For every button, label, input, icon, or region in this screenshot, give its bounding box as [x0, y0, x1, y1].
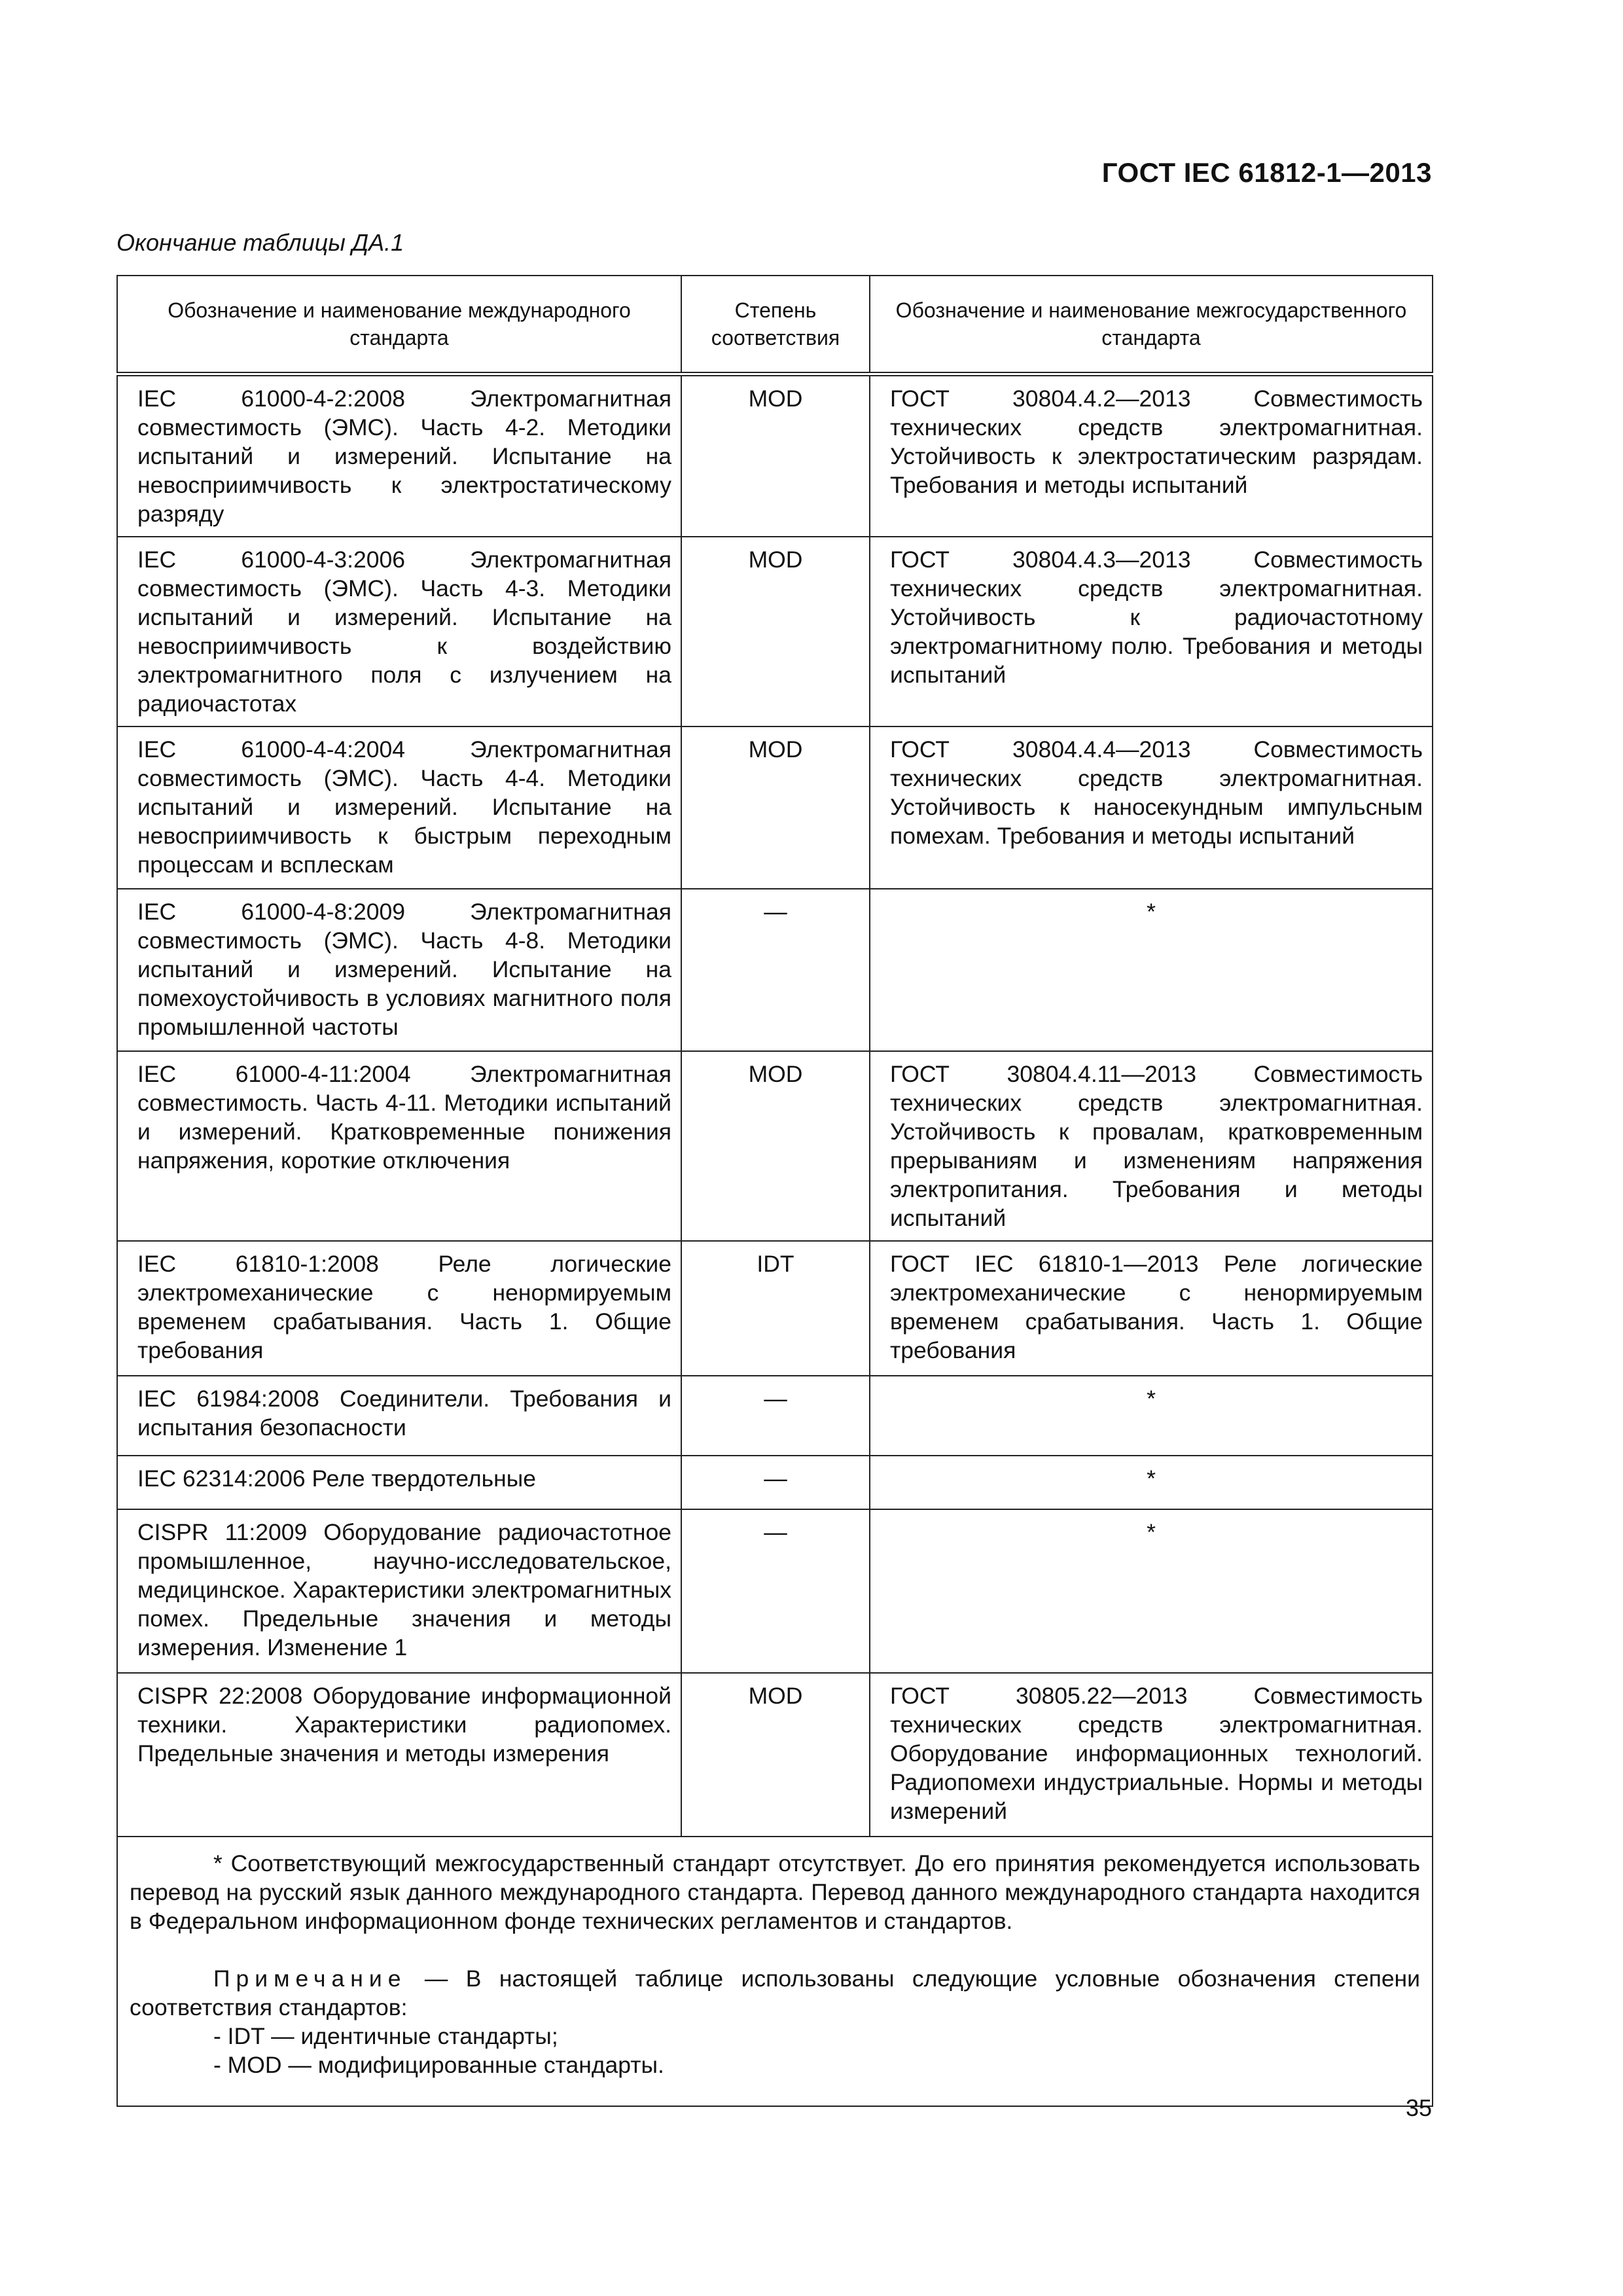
- degree-cell: —: [681, 1376, 870, 1456]
- degree-cell: MOD: [681, 374, 870, 537]
- interstate-standard-cell: *: [870, 1509, 1433, 1673]
- interstate-standard-cell: ГОСТ 30804.4.3—2013 Совместимость технических средств электромагнитная. Устойчивость к радиочастотному электромагнитному полю. Требования и методы испытаний: [870, 537, 1433, 726]
- interstate-standard-cell: ГОСТ 30804.4.2—2013 Совместимость технических средств электромагнитная. Устойчивость к электростатическим разрядам. Требования и методы испытаний: [870, 374, 1433, 537]
- notes-row: [117, 1837, 1433, 2106]
- degree-cell: —: [681, 889, 870, 1051]
- notes-cell: [117, 1837, 1433, 2106]
- interstate-standard-cell: ГОСТ 30805.22—2013 Совместимость технических средств электромагнитная. Оборудование информационных технологий. Радиопомехи индустриальные. Нормы и методы измерений: [870, 1673, 1433, 1837]
- table-row: [117, 1673, 1433, 1837]
- table-row: [117, 374, 1433, 537]
- note-label: Примечание: [213, 1965, 407, 1992]
- note-item: - MOD — модифицированные стандарты.: [213, 2052, 664, 2078]
- standards-table: [116, 275, 1433, 2107]
- table-row: [117, 1051, 1433, 1241]
- footnote: * Соответствующий межгосударственный стандарт отсутствует. До его принятия рекомендуется использовать перевод на русский язык данного международного стандарта. Перевод данного международного стандарта находится в Федеральном информационном фонде технических регламентов и стандартов.: [130, 1850, 1420, 1934]
- degree-cell: MOD: [681, 1051, 870, 1241]
- degree-cell: MOD: [681, 537, 870, 726]
- column-header-interstate: Обозначение и наименование межгосударственного стандарта: [870, 276, 1433, 374]
- table-caption: Окончание таблицы ДА.1: [116, 229, 404, 256]
- table-row: [117, 1241, 1433, 1376]
- international-standard-cell: IEC 61000-4-8:2009 Электромагнитная совместимость (ЭМС). Часть 4-8. Методики испытаний и измерений. Испытание на помехоустойчивость в условиях магнитного поля промышленной частоты: [117, 889, 681, 1051]
- column-header-international: Обозначение и наименование международного стандарта: [117, 276, 681, 374]
- international-standard-cell: CISPR 11:2009 Оборудование радиочастотное промышленное, научно-исследовательское, медицинское. Характеристики электромагнитных помех. Предельные значения и методы измерения. Изменение 1: [117, 1509, 681, 1673]
- degree-cell: MOD: [681, 726, 870, 889]
- interstate-standard-cell: *: [870, 1376, 1433, 1456]
- note-text: — В настоящей таблице использованы следующие условные обозначения степени соответствия стандартов:: [130, 1965, 1420, 2020]
- interstate-standard-cell: ГОСТ 30804.4.11—2013 Совместимость технических средств электромагнитная. Устойчивость к провалам, кратковременным прерываниям и изменениям напряжения электропитания. Требования и методы испытаний: [870, 1051, 1433, 1241]
- page-number: 35: [1405, 2094, 1432, 2121]
- interstate-standard-cell: ГОСТ IEC 61810-1—2013 Реле логические электромеханические с ненормируемым временем срабатывания. Часть 1. Общие требования: [870, 1241, 1433, 1376]
- table-row: [117, 726, 1433, 889]
- table-row: [117, 1509, 1433, 1673]
- international-standard-cell: IEC 61000-4-2:2008 Электромагнитная совместимость (ЭМС). Часть 4-2. Методики испытаний и измерений. Испытание на невосприимчивость к электростатическому разряду: [117, 374, 681, 537]
- table-row: [117, 889, 1433, 1051]
- document-code: ГОСТ IEC 61812-1—2013: [1101, 157, 1432, 188]
- table-row: [117, 1376, 1433, 1456]
- international-standard-cell: IEC 61810-1:2008 Реле логические электромеханические с ненормируемым временем срабатывания. Часть 1. Общие требования: [117, 1241, 681, 1376]
- note-paragraph: [130, 1964, 1420, 2022]
- degree-cell: —: [681, 1456, 870, 1509]
- degree-cell: —: [681, 1509, 870, 1673]
- international-standard-cell: IEC 61000-4-4:2004 Электромагнитная совместимость (ЭМС). Часть 4-4. Методики испытаний и измерений. Испытание на невосприимчивость к быстрым переходным процессам и всплескам: [117, 726, 681, 889]
- interstate-standard-cell: *: [870, 1456, 1433, 1509]
- degree-cell: IDT: [681, 1241, 870, 1376]
- degree-cell: MOD: [681, 1673, 870, 1837]
- table-row: [117, 1456, 1433, 1509]
- international-standard-cell: IEC 61984:2008 Соединители. Требования и испытания безопасности: [117, 1376, 681, 1456]
- interstate-standard-cell: *: [870, 889, 1433, 1051]
- table-row: [117, 537, 1433, 726]
- column-header-degree: Степень соответствия: [681, 276, 870, 374]
- interstate-standard-cell: ГОСТ 30804.4.4—2013 Совместимость технических средств электромагнитная. Устойчивость к наносекундным импульсным помехам. Требования и методы испытаний: [870, 726, 1433, 889]
- international-standard-cell: IEC 61000-4-3:2006 Электромагнитная совместимость (ЭМС). Часть 4-3. Методики испытаний и измерений. Испытание на невосприимчивость к воздействию электромагнитного поля с излучением на радиочастотах: [117, 537, 681, 726]
- table-header-row: [117, 276, 1433, 374]
- note-item: - IDT — идентичные стандарты;: [213, 2023, 558, 2049]
- international-standard-cell: IEC 62314:2006 Реле твердотельные: [117, 1456, 681, 1509]
- international-standard-cell: IEC 61000-4-11:2004 Электромагнитная совместимость. Часть 4-11. Методики испытаний и измерений. Кратковременные понижения напряжения, короткие отключения: [117, 1051, 681, 1241]
- international-standard-cell: CISPR 22:2008 Оборудование информационной техники. Характеристики радиопомех. Предельные значения и методы измерения: [117, 1673, 681, 1837]
